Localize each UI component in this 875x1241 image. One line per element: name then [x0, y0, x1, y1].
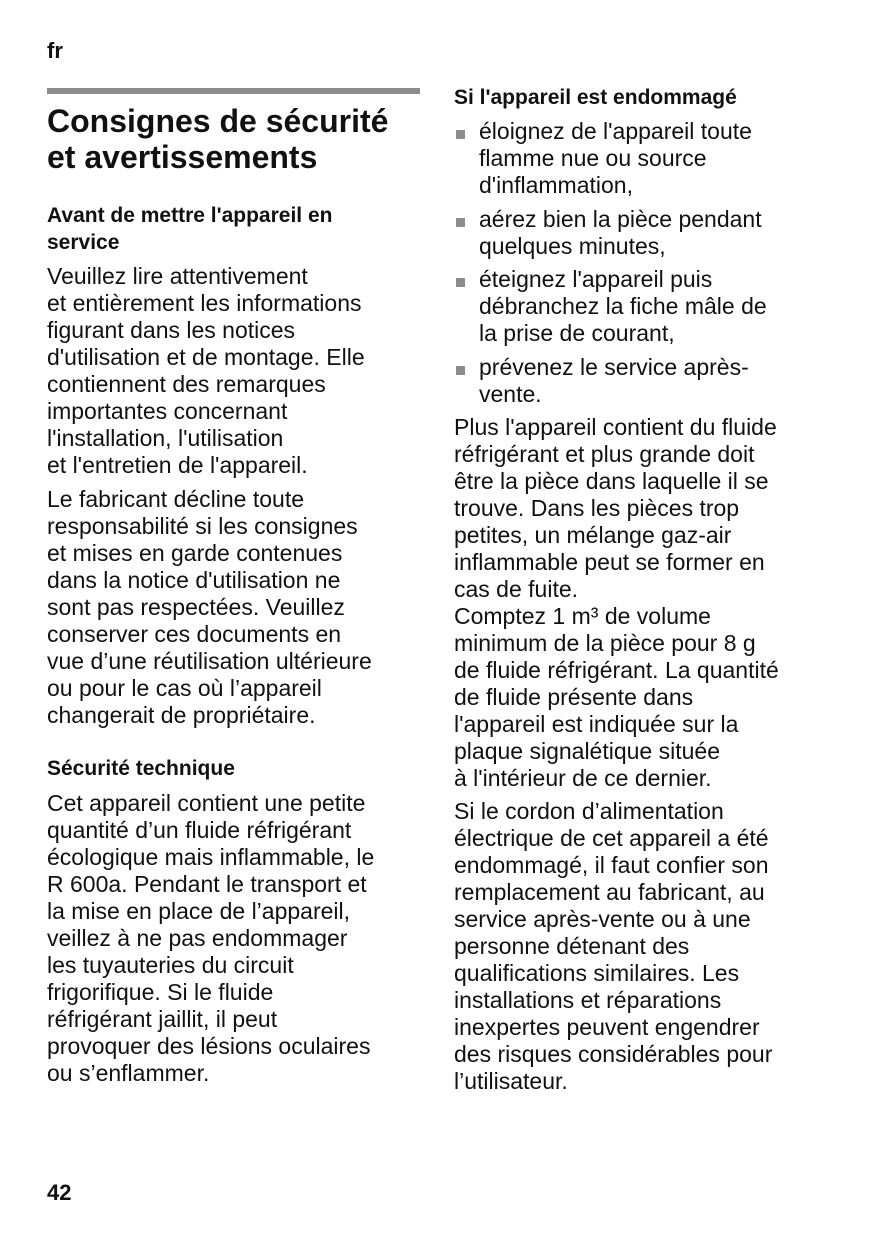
section-heading-damaged: Si l'appareil est endommagé [454, 86, 737, 109]
bullet-square-icon [456, 366, 465, 375]
paragraph-read-instructions: Veuillez lire attentivement et entièrement les informations figurant dans les notices d'utilisation et de montage. Elle contiennent des remarques importantes concernant l'installation, l'utilisation et l'entretien de l'appareil. [47, 263, 365, 478]
paragraph-refrigerant: Cet appareil contient une petite quantité d’un fluide réfrigérant écologique mais inflammable, le R 600a. Pendant le transport et la mise en place de l’appareil, veillez à ne pas endommager les tuyauteries du circuit frigorifique. Si le fluide réfrigérant jaillit, il peut provoquer des lésions oculaires ou s’enflammer. [47, 790, 375, 1086]
list-item: prévenez le service après- vente. [454, 354, 749, 408]
page-title: Consignes de sécurité et avertissements [47, 103, 389, 175]
page-number: 42 [47, 1180, 72, 1205]
paragraph-room-size: Plus l'appareil contient du fluide réfrigérant et plus grande doit être la pièce dans laquelle il se trouve. Dans les pièces trop petites, un mélange gaz-air inflammable peut se former en cas de fuite. Comptez 1 m³ de volume minimum de la pièce pour 8 g de fluide réfrigérant. La quantité de fluide présente dans l'appareil est indiquée sur la plaque signalétique située à l'intérieur de ce dernier. [454, 414, 779, 791]
bullet-square-icon [456, 218, 465, 227]
section-heading-technical-safety: Sécurité technique [47, 757, 235, 780]
paragraph-liability: Le fabricant décline toute responsabilité si les consignes et mises en garde contenues dans la notice d'utilisation ne sont pas respectées. Veuillez conserver ces documents en vue d’une réutilisation ultérieure ou pour le cas où l’appareil changerait de propriétaire. [47, 486, 372, 728]
title-divider [47, 88, 420, 94]
paragraph-power-cord: Si le cordon d’alimentation électrique de cet appareil a été endommagé, il faut confier son remplacement au fabricant, au service après-vente ou à une personne détenant des qualifications similaires. Les installations et réparations inexpertes peuvent engendrer des risques considérables pour l’utilisateur. [454, 798, 773, 1094]
list-item: éloignez de l'appareil toute flamme nue ou source d'inflammation, [454, 118, 752, 199]
bullet-square-icon [456, 278, 465, 287]
list-item: aérez bien la pièce pendant quelques minutes, [454, 206, 762, 260]
list-item: éteignez l'appareil puis débranchez la fiche mâle de la prise de courant, [454, 266, 767, 347]
language-label: fr [47, 38, 63, 63]
bullet-square-icon [456, 130, 465, 139]
section-heading-before-use: Avant de mettre l'appareil en service [47, 204, 333, 254]
